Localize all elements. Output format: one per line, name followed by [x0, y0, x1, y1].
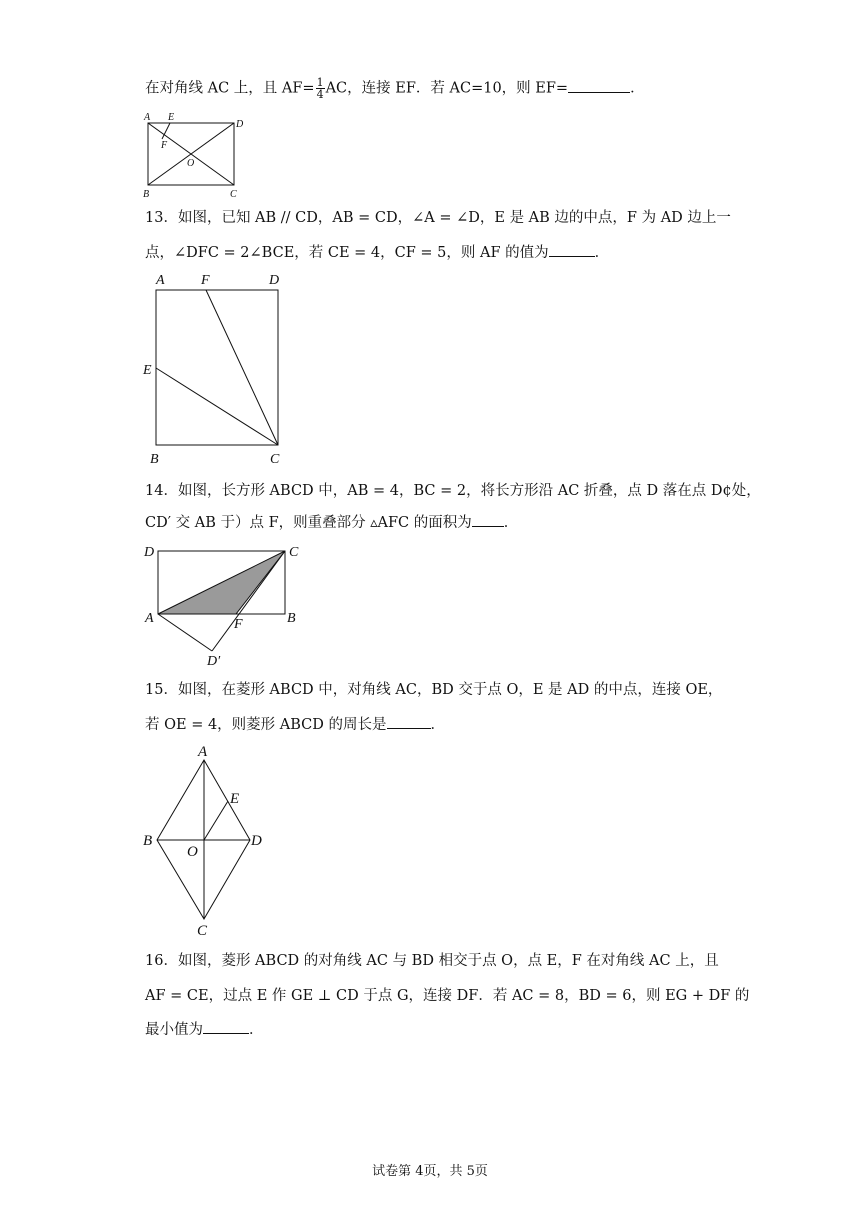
answer-blank-13 — [549, 242, 595, 257]
answer-blank-14 — [472, 512, 504, 527]
q16-line3: 最小值为 ． — [145, 1019, 264, 1041]
q16-line2: AF = CE，过点 E 作 GE ⊥ CD 于点 G，连接 DF．若 AC = 8，BD = 6，则 EG + DF 的 — [145, 988, 750, 1004]
q14-label-dprime: D′ — [207, 654, 221, 669]
q14-label-f: F — [234, 617, 243, 632]
answer-blank-15 — [387, 714, 431, 729]
q13-figure — [140, 270, 300, 470]
q15-figure — [140, 742, 270, 938]
q12-figure — [140, 110, 250, 202]
q14-label-d: D — [144, 545, 155, 560]
q13-line2: 点，∠DFC = 2∠BCE，若 CE = 4，CF = 5，则 AF 的值为 ． — [145, 242, 609, 264]
q13-label-e: E — [143, 363, 152, 378]
q12-label-o: O — [187, 158, 195, 169]
q15-label-a: A — [198, 744, 208, 760]
q14-label-a: A — [145, 611, 154, 626]
q14-label-b: B — [287, 611, 296, 626]
q14-line1: 14．如图，长方形 ABCD 中，AB = 4，BC = 2，将长方形沿 AC 折叠，点 D 落在点 D¢处， — [145, 483, 761, 499]
q15-label-d: D — [251, 833, 262, 849]
q13-label-d: D — [269, 273, 280, 288]
q16-line1: 16．如图，菱形 ABCD 的对角线 AC 与 BD 相交于点 O，点 E，F 在对角线 AC 上，且 — [145, 953, 719, 969]
q14-figure — [140, 540, 310, 670]
q15-label-c: C — [197, 923, 208, 938]
fraction-one-quarter: $\frac{1}{4}$ — [316, 76, 324, 101]
q12-text: 在对角线 AC 上，且 AF= $\frac{1}{4}$ AC，连接 EF．若 AC=10，则 EF= ． — [145, 76, 645, 101]
q13-label-c: C — [270, 452, 280, 467]
q13-line1: 13．如图，已知 AB // CD，AB = CD，∠A = ∠D，E 是 AB 边的中点，F 为 AD 边上一 — [145, 210, 731, 226]
q13-label-b: B — [150, 452, 159, 467]
q15-line2: 若 OE = 4，则菱形 ABCD 的周长是 ． — [145, 714, 445, 736]
answer-blank-12 — [568, 78, 630, 93]
q12-label-d: D — [236, 119, 244, 130]
page-footer: 试卷第 4页，共 5页 — [372, 1164, 488, 1179]
q15-label-o: O — [187, 844, 198, 860]
answer-blank-16 — [203, 1019, 249, 1034]
q14-line2: CD′ 交 AB 于）点 F，则重叠部分 ▵AFC 的面积为 ． — [145, 512, 518, 534]
q12-label-b: B — [143, 189, 150, 200]
q15-line1: 15．如图，在菱形 ABCD 中，对角线 AC，BD 交于点 O，E 是 AD 的中点，连接 OE， — [145, 682, 723, 698]
q12-label-a: A — [144, 112, 151, 123]
q12-label-e: E — [168, 112, 175, 123]
q12-label-f: F — [161, 140, 168, 151]
q13-label-f: F — [201, 273, 210, 288]
q13-label-a: A — [156, 273, 165, 288]
q14-label-c: C — [289, 545, 299, 560]
q15-label-b: B — [143, 833, 153, 849]
q12-label-c: C — [230, 189, 237, 200]
q15-label-e: E — [230, 791, 240, 807]
